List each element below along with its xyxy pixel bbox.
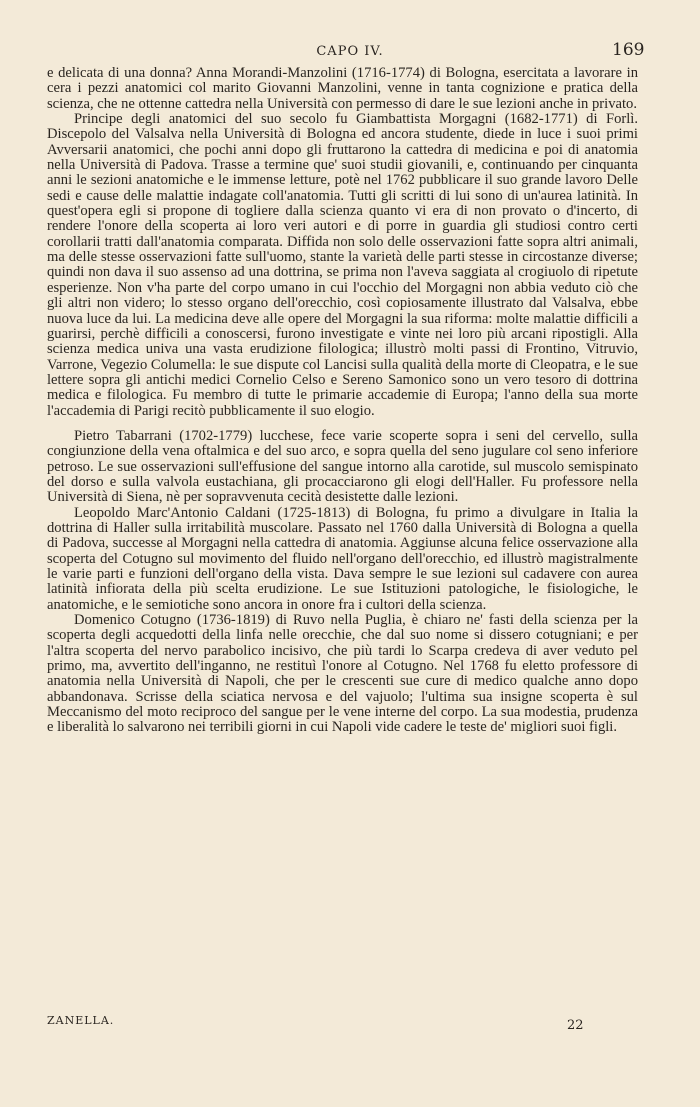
- paragraph-morgagni: Principe degli anatomici del suo secolo fu Giambattista Morgagni (1682-1771) di Forlì. Discepolo del Valsalva nella Università di Bologna ed ancora studente, diede in luce i suoi primi Avversarii anatomici, che pochi anni dopo gli fruttarono la cattedra di medicina e poi di anatomia nella Università di Padova. Trasse a termine que' suoi studii giovanili, e, continuando per cinquanta anni le sezioni anatomiche e le immense letture, potè nel 1762 pubblicare il suo grande lavoro Delle sedi e cause delle malattie indagate coll'anatomia. Tutti gli scritti di lui sono di un'aurea latinità. In quest'opera egli si propone di togliere dalla scienza quanto vi era di non provato o d'incerto, di rendere l'onore della scoperta ai loro veri autori e di porre in guardia gli studiosi contro certi corollarii tratti dall'anatomia comparata. Diffida non solo delle osservazioni fatte sopra altri animali, ma delle stesse osservazioni fatte sull'uomo, stante la varietà delle parti stesse in circostanze diverse; quindi non dava il suo assenso ad una dottrina, se prima non l'aveva saggiata al crogiuolo di ripetute esperienze. Non v'ha parte del corpo umano in cui l'occhio del Morgagni non abbia veduto ciò che gli altri non videro; lo stesso organo dell'orecchio, così copiosamente illustrato dal Valsalva, ebbe nuova luce da lui. La medicina deve alle opere del Morgagni la sua riforma: molte malattie difficili a guarirsi, perchè difficili a conoscersi, furono investigate e vinte nei loro più arcani ripostigli. Alla scienza medica univa una vasta erudizione filologica; illustrò molti passi di Frontino, Vitruvio, Varrone, Vegezio Columella: le sue dispute col Lancisi sulla qualità della morte di Cleopatra, e le sue lettere sopra gli antichi medici Cornelio Celso e Sereno Samonico sono un vero tesoro di dottrina medica e filologica. Fu membro di tutte le primarie accademie di Europa; l'anno della sua morte l'accademia di Parigi recitò pubblicamente il suo elogio.: [47, 111, 638, 419]
- paragraph-cotugno: Domenico Cotugno (1736-1819) di Ruvo nella Puglia, è chiaro ne' fasti della scienza per la scoperta degli acquedotti della linfa nelle orecchie, che dal suo nome si dissero cotugniani; e per l'altra scoperta del nervo parabolico incisivo, che più tardi lo Scarpa credeva di aver veduto pel primo, ma, avvertito dell'inganno, ne restituì l'onore al Cotugno. Nel 1768 fu eletto professore di anatomia nella Università di Napoli, che per le crescenti sue cure di medico qualche anno dopo abbandonava. Scrisse della sciatica nervosa e del vajuolo; l'ultima sua insigne scoperta è sul Meccanismo del moto reciproco del sangue per le vene interne del corpo. La sua modestia, prudenza e liberalità lo salvarono nei terribili giorni in cui Napoli vide cadere le teste de' migliori suoi figli.: [47, 612, 638, 736]
- body-text: [47, 66, 638, 736]
- page-number: 169: [612, 40, 645, 60]
- sheet-number: 22: [567, 1018, 584, 1033]
- paragraph-manzolini: e delicata di una donna? Anna Morandi-Manzolini (1716-1774) di Bologna, esercitata a lavorare in cera i pezzi anatomici col marito Giovanni Manzolini, venne in tanta cognizione e pratica della scienza, che ne ottenne cattedra nella Università con permesso di dare le sue lezioni anche in privato.: [47, 65, 638, 112]
- printer-signature: ZANELLA.: [47, 1014, 115, 1027]
- running-head: CAPO IV.: [316, 44, 384, 59]
- paragraph-tabarrani: Pietro Tabarrani (1702-1779) lucchese, fece varie scoperte sopra i seni del cervello, sulla congiunzione della vena oftalmica e del suo arco, e sopra quella del seno jugulare col seno inferiore petroso. Le sue osservazioni sull'effusione del sangue intorno alla carotide, sul muscolo semispinato del dorso e sulla valvola eustachiana, gli procacciarono gli elogi dell'Haller. Fu professore nella Università di Siena, nè per sopravvenuta cecità desistette dalle lezioni.: [47, 427, 638, 506]
- paragraph-caldani: Leopoldo Marc'Antonio Caldani (1725-1813) di Bologna, fu primo a divulgare in Italia la dottrina di Haller sulla irritabilità muscolare. Passato nel 1760 dalla Università di Bologna a quella di Padova, successe al Morgagni nella cattedra di anatomia. Aggiunse alcuna felice osservazione alla scoperta del Cotugno sul movimento del fluido nell'organo dell'orecchio, ed illustrò magistralmente le varie parti e funzioni dell'organo della vista. Dava sempre le sue lezioni sul cadavere con aurea latinità infiorata della più scelta erudizione. Le sue Istituzioni patologiche, le fisiologiche, le anatomiche, e le semiotiche sono ancora in onore fra i cultori della scienza.: [47, 504, 638, 613]
